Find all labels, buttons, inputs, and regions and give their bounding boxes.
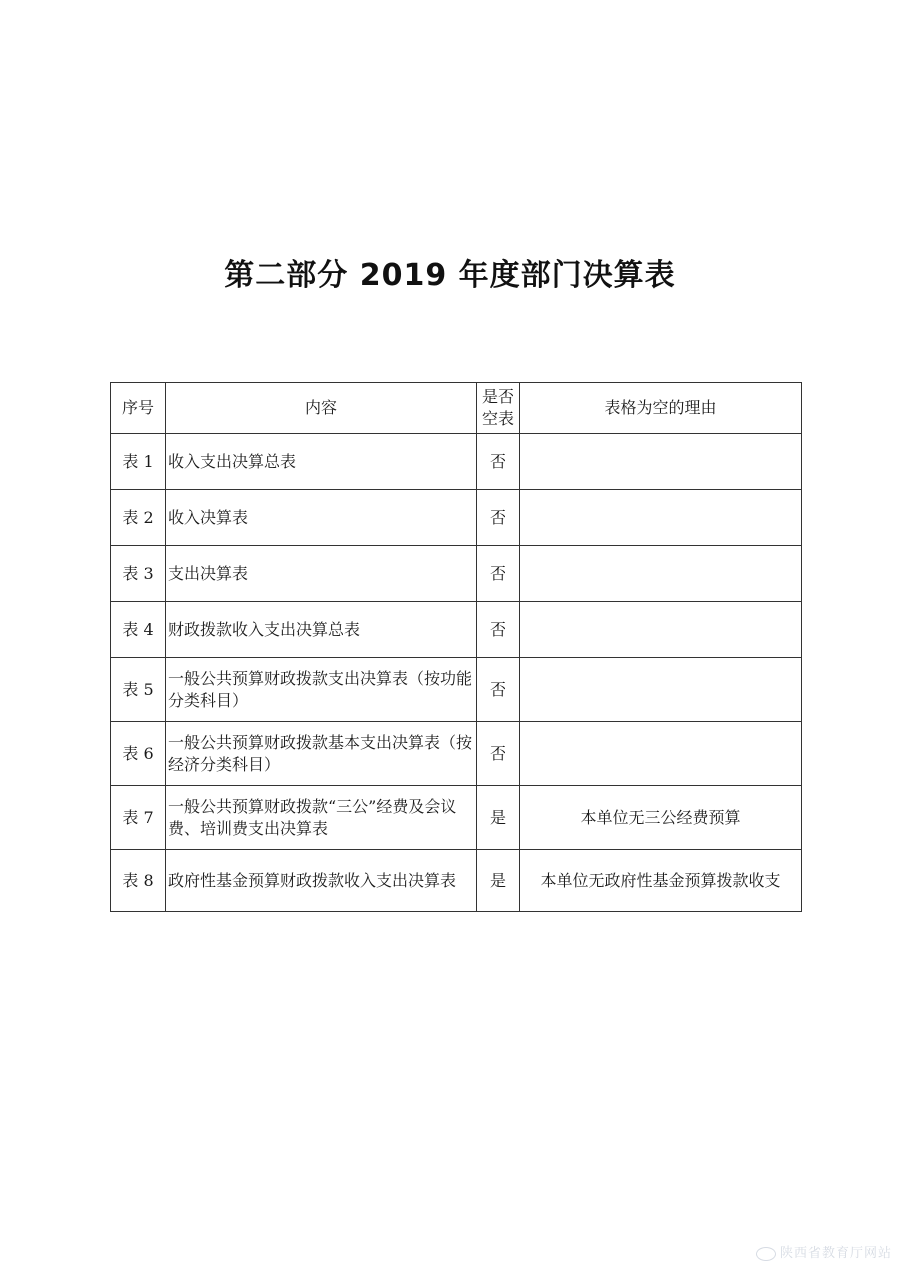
row-is-empty: 否 xyxy=(477,490,520,546)
table-row xyxy=(111,490,802,546)
row-seq: 表 8 xyxy=(111,850,166,912)
row-reason xyxy=(520,658,802,722)
row-seq: 表 4 xyxy=(111,602,166,658)
row-seq: 表 6 xyxy=(111,722,166,786)
row-seq: 表 5 xyxy=(111,658,166,722)
row-reason xyxy=(520,546,802,602)
table-row xyxy=(111,602,802,658)
row-reason xyxy=(520,490,802,546)
page-title: 第二部分 2019 年度部门决算表 xyxy=(224,258,676,293)
table-row xyxy=(111,722,802,786)
site-watermark xyxy=(756,1242,892,1261)
row-content: 一般公共预算财政拨款“三公”经费及会议费、培训费支出决算表 xyxy=(166,786,477,850)
row-reason xyxy=(520,602,802,658)
header-is-empty: 是否空表 xyxy=(477,383,520,434)
table-row xyxy=(111,546,802,602)
row-is-empty: 否 xyxy=(477,434,520,490)
table-row xyxy=(111,434,802,490)
header-content: 内容 xyxy=(166,383,477,434)
row-is-empty: 否 xyxy=(477,546,520,602)
row-is-empty: 否 xyxy=(477,658,520,722)
header-reason: 表格为空的理由 xyxy=(520,383,802,434)
row-content: 收入支出决算总表 xyxy=(166,434,477,490)
row-seq: 表 2 xyxy=(111,490,166,546)
row-content: 政府性基金预算财政拨款收入支出决算表 xyxy=(166,850,477,912)
row-content: 支出决算表 xyxy=(166,546,477,602)
table-row xyxy=(111,850,802,912)
table-row xyxy=(111,786,802,850)
row-reason: 本单位无三公经费预算 xyxy=(520,786,802,850)
row-is-empty: 否 xyxy=(477,722,520,786)
row-seq: 表 7 xyxy=(111,786,166,850)
table-row xyxy=(111,658,802,722)
watermark-text: 陕西省教育厅网站 xyxy=(779,1246,892,1261)
row-seq: 表 1 xyxy=(111,434,166,490)
row-is-empty: 是 xyxy=(477,786,520,850)
row-content: 收入决算表 xyxy=(166,490,477,546)
row-seq: 表 3 xyxy=(111,546,166,602)
row-is-empty: 是 xyxy=(477,850,520,912)
row-is-empty: 否 xyxy=(477,602,520,658)
report-list-table xyxy=(110,382,802,912)
row-content: 一般公共预算财政拨款基本支出决算表（按经济分类科目） xyxy=(166,722,477,786)
header-seq: 序号 xyxy=(111,383,166,434)
row-reason xyxy=(520,434,802,490)
row-content: 财政拨款收入支出决算总表 xyxy=(166,602,477,658)
table-header-row xyxy=(111,383,802,434)
row-reason xyxy=(520,722,802,786)
row-reason: 本单位无政府性基金预算拨款收支 xyxy=(520,850,802,912)
row-content: 一般公共预算财政拨款支出决算表（按功能分类科目） xyxy=(166,658,477,722)
watermark-logo-icon xyxy=(756,1247,776,1261)
